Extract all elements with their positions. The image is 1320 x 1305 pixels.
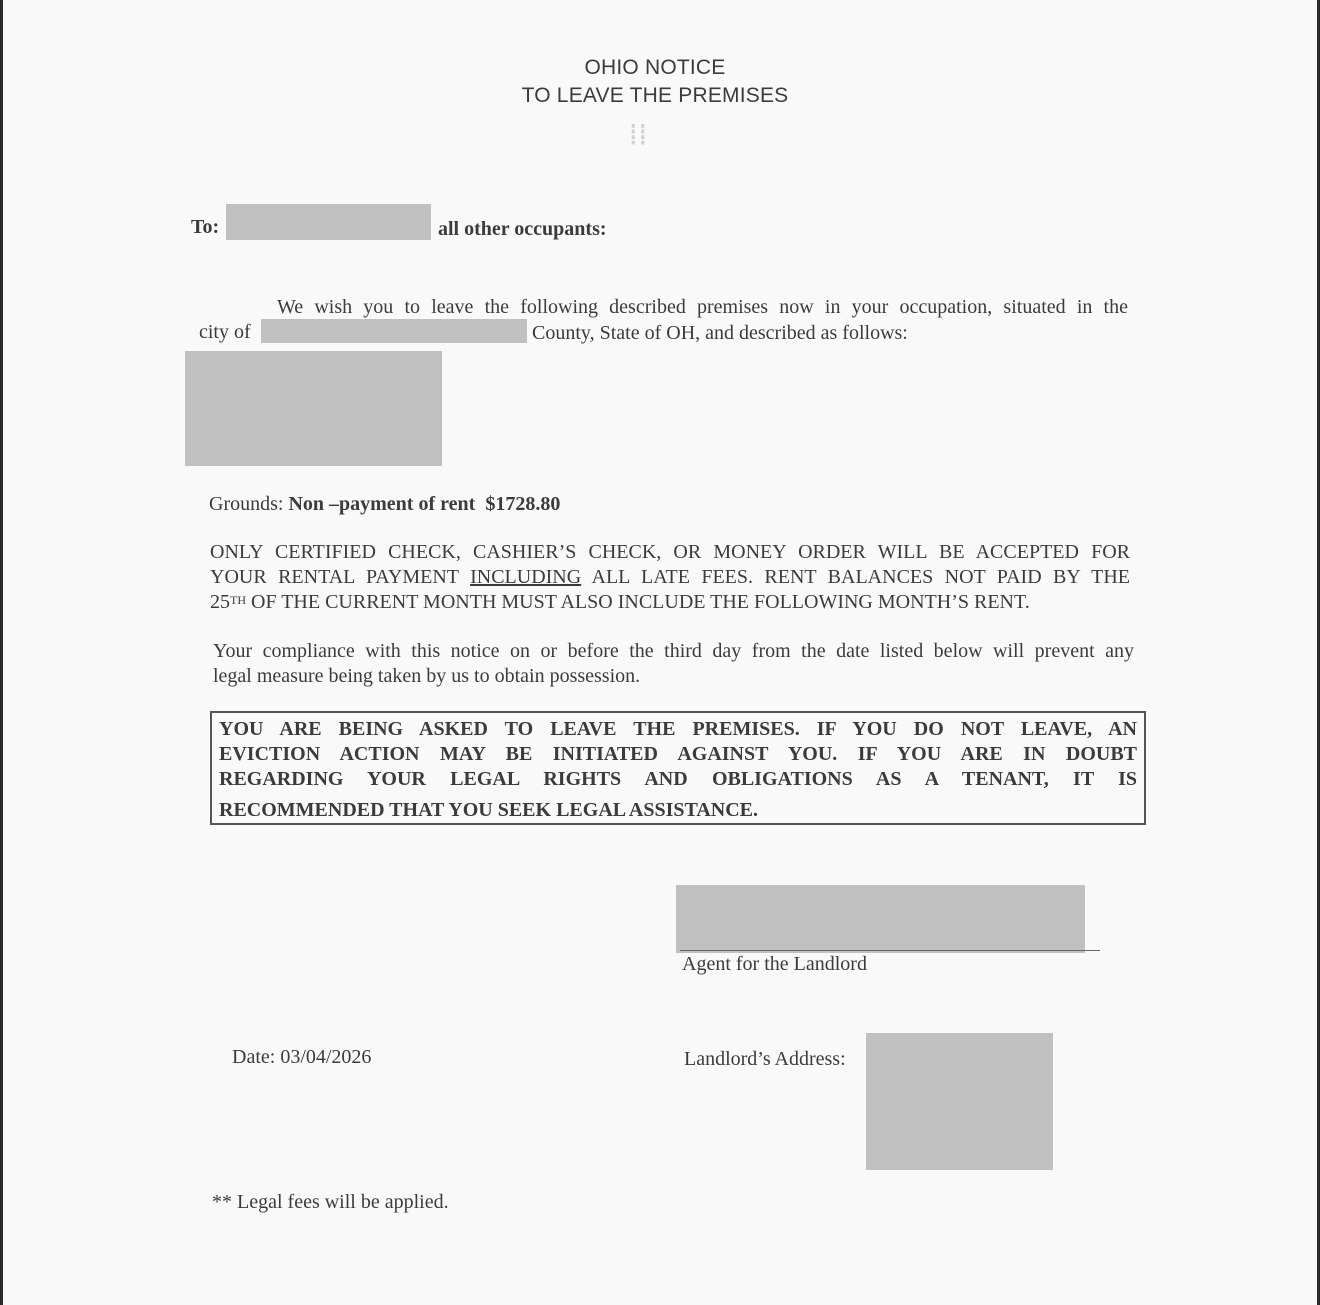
payment-notice-line-2: [210, 565, 1130, 590]
to-label: To:: [191, 216, 220, 238]
title-line-2: TO LEAVE THE PREMISES: [521, 84, 789, 107]
warning-line-2: EVICTION ACTION MAY BE INITIATED AGAINST YOU. IF YOU ARE IN DOUBT: [219, 743, 1137, 765]
warning-line-1: YOU ARE BEING ASKED TO LEAVE THE PREMISES. IF YOU DO NOT LEAVE, AN: [219, 718, 1137, 740]
redacted-city: [261, 319, 527, 343]
compliance-line-2: legal measure being taken by us to obtain possession.: [213, 665, 641, 687]
county-text: County, State of OH, and described as follows:: [532, 322, 908, 344]
redacted-tenant-name: [226, 204, 431, 240]
grounds-amount: $1728.80: [485, 493, 561, 515]
warning-line-3: REGARDING YOUR LEGAL RIGHTS AND OBLIGATIONS AS A TENANT, IT IS: [219, 768, 1137, 790]
payment-line-3-pre: 25: [210, 591, 230, 613]
payment-line-2-pre: YOUR RENTAL PAYMENT: [210, 566, 459, 588]
compliance-line-1: Your compliance with this notice on or before the third day from the date listed below will prevent any: [213, 640, 1134, 662]
warning-line-4: RECOMMENDED THAT YOU SEEK LEGAL ASSISTANCE.: [219, 799, 759, 821]
payment-line-2-post: ALL LATE FEES. RENT BALANCES NOT PAID BY THE: [591, 566, 1131, 588]
footer-note: ** Legal fees will be applied.: [212, 1191, 449, 1213]
city-label: city of: [199, 321, 251, 343]
redacted-landlord-address: [866, 1033, 1053, 1170]
payment-line-2-underlined: INCLUDING: [470, 566, 582, 588]
date-label: Date:: [232, 1046, 276, 1068]
date-value: 03/04/2026: [280, 1046, 372, 1068]
redacted-premises-description: [185, 351, 442, 466]
scan-edge-left: [0, 0, 3, 1305]
payment-notice-line-3: [210, 590, 1130, 615]
legal-warning-box: [210, 711, 1146, 825]
payment-notice: [210, 540, 1130, 615]
intro-line-1: [277, 296, 1128, 319]
landlord-address-label: Landlord’s Address:: [684, 1048, 846, 1070]
grounds-label: Grounds:: [209, 493, 284, 515]
date-line: [232, 1046, 371, 1069]
grounds-reason: Non –payment of rent: [288, 493, 476, 515]
scan-artifact-mark: ⁞⁞: [628, 118, 648, 153]
redacted-signature: [676, 885, 1085, 953]
signature-line: [680, 950, 1100, 951]
payment-notice-line-1: ONLY CERTIFIED CHECK, CASHIER’S CHECK, OR MONEY ORDER WILL BE ACCEPTED FOR: [210, 541, 1130, 563]
addressee-suffix: all other occupants:: [438, 218, 607, 240]
payment-line-3-sup: TH: [230, 593, 246, 607]
compliance-paragraph: [213, 639, 1134, 689]
intro-line-1-text: We wish you to leave the following described premises now in your occupation, situated in the: [277, 296, 1128, 318]
title-line-1: OHIO NOTICE: [584, 56, 726, 79]
payment-line-3-post: OF THE CURRENT MONTH MUST ALSO INCLUDE THE FOLLOWING MONTH’S RENT.: [251, 591, 1030, 613]
grounds-line: [209, 493, 560, 516]
signature-caption: Agent for the Landlord: [682, 953, 867, 975]
